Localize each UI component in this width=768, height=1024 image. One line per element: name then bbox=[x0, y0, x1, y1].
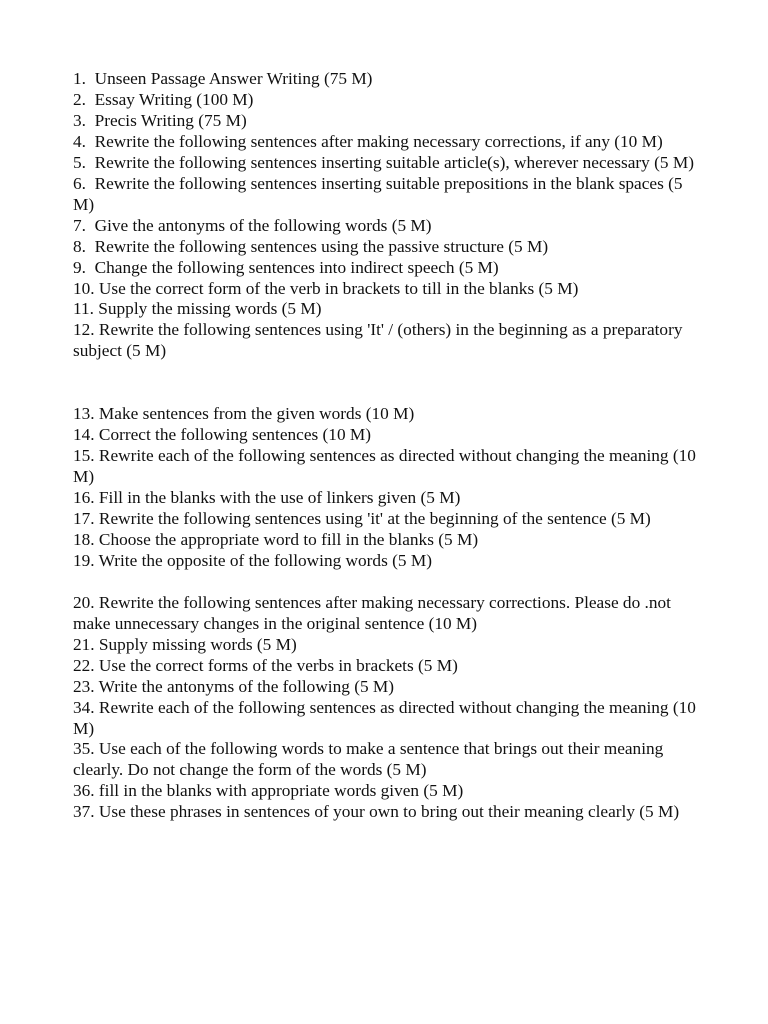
list-item: 11. Supply the missing words (5 M) bbox=[73, 299, 322, 319]
section-1 bbox=[73, 69, 698, 362]
list-item: 19. Write the opposite of the following words (5 M) bbox=[73, 550, 432, 570]
list-item: 36. fill in the blanks with appropriate words given (5 M) bbox=[73, 781, 464, 801]
list-item: 20. Rewrite the following sentences after making necessary corrections. Please do .not make unnecessary changes in the original sentence (10 M) bbox=[73, 592, 676, 633]
list-item: 2. Essay Writing (100 M) bbox=[73, 89, 254, 109]
list-item: 14. Correct the following sentences (10 M) bbox=[73, 425, 372, 445]
list-item: 8. Rewrite the following sentences using the passive structure (5 M) bbox=[73, 236, 549, 256]
list-item: 1. Unseen Passage Answer Writing (75 M) bbox=[73, 69, 373, 88]
list-item: 9. Change the following sentences into indirect speech (5 M) bbox=[73, 257, 499, 277]
list-item: 23. Write the antonyms of the following (5 M) bbox=[73, 676, 395, 696]
list-item: 10. Use the correct form of the verb in brackets to till in the blanks (5 M) bbox=[73, 278, 579, 298]
section-3 bbox=[73, 592, 701, 823]
document-body bbox=[73, 69, 701, 823]
list-item: 21. Supply missing words (5 M) bbox=[73, 634, 297, 654]
list-item: 12. Rewrite the following sentences using 'It' / (others) in the beginning as a preparatory subject (5 M) bbox=[73, 320, 687, 361]
section-2 bbox=[73, 404, 701, 572]
list-item: 16. Fill in the blanks with the use of linkers given (5 M) bbox=[73, 488, 461, 508]
list-item: 22. Use the correct forms of the verbs in brackets (5 M) bbox=[73, 655, 458, 675]
list-item: 35. Use each of the following words to make a sentence that brings out their meaning clearly. Do not change the form of the words (5 M) bbox=[73, 739, 668, 780]
list-item: 3. Precis Writing (75 M) bbox=[73, 110, 247, 130]
list-item: 15. Rewrite each of the following sentences as directed without changing the meaning (10 M) bbox=[73, 446, 701, 487]
list-item: 5. Rewrite the following sentences inserting suitable article(s), wherever necessary (5 M) bbox=[73, 152, 694, 172]
list-item: 13. Make sentences from the given words (10 M) bbox=[73, 404, 415, 424]
list-item: 6. Rewrite the following sentences inserting suitable prepositions in the blank spaces (5 M) bbox=[73, 173, 687, 214]
list-item: 17. Rewrite the following sentences using 'it' at the beginning of the sentence (5 M) bbox=[73, 509, 651, 528]
list-item: 34. Rewrite each of the following sentences as directed without changing the meaning (10 M) bbox=[73, 697, 701, 738]
list-item: 4. Rewrite the following sentences after making necessary corrections, if any (10 M) bbox=[73, 131, 663, 151]
list-item: 7. Give the antonyms of the following words (5 M) bbox=[73, 215, 432, 235]
list-item: 37. Use these phrases in sentences of your own to bring out their meaning clearly (5 M) bbox=[73, 802, 680, 822]
list-item: 18. Choose the appropriate word to fill in the blanks (5 M) bbox=[73, 529, 479, 549]
